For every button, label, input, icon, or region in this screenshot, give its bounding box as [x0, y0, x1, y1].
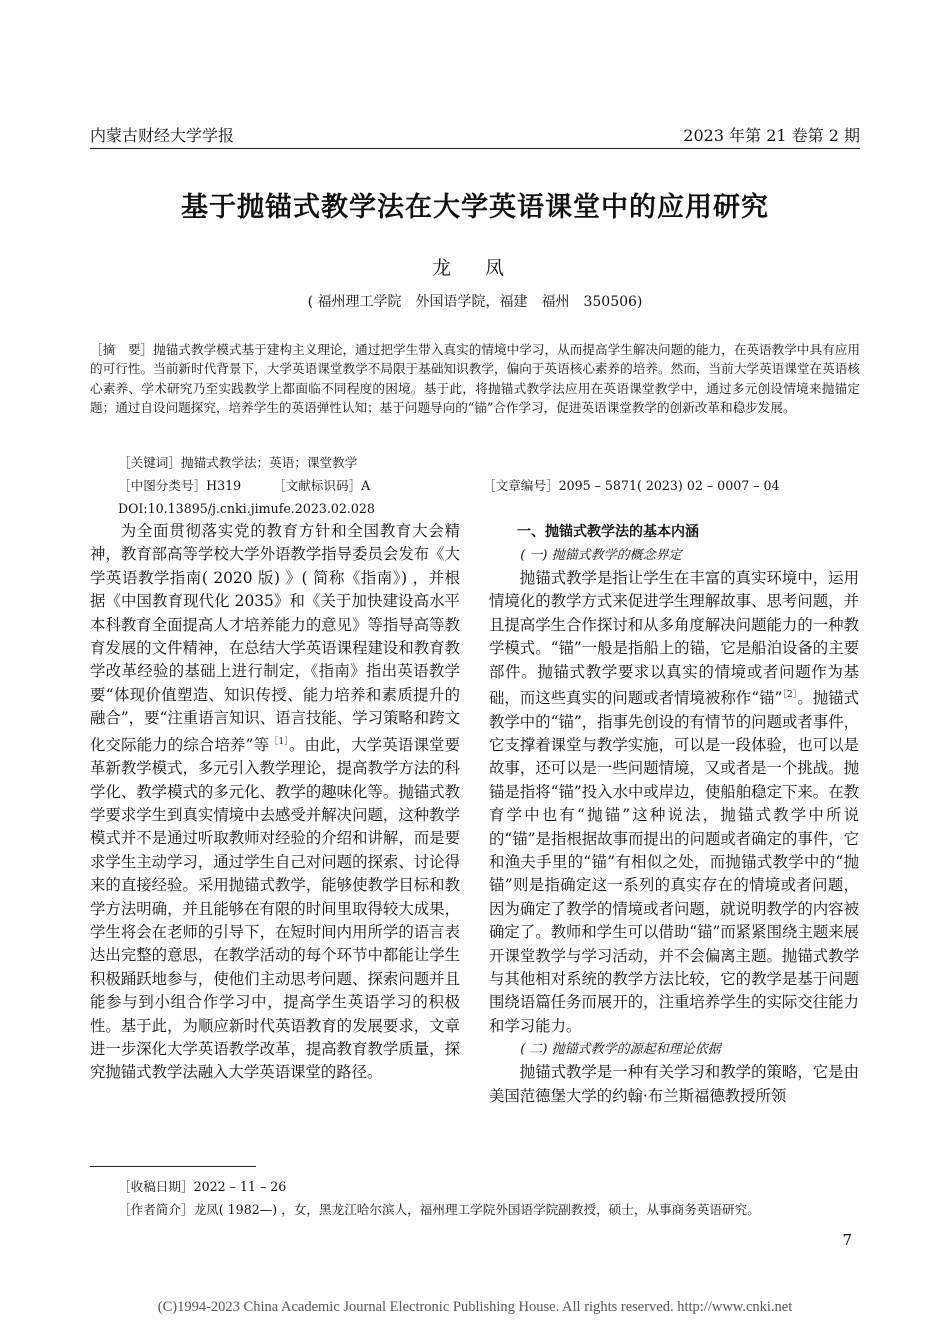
article-title: 基于抛锚式教学法在大学英语课堂中的应用研究 — [181, 192, 769, 223]
copyright-footer: (C)1994-2023 China Academic Journal Electronic Publishing House. All rights reserved. http://www.cnki.net — [157, 1299, 793, 1315]
issue-info: 2023 年第 21 卷第 2 期 — [683, 126, 860, 145]
paragraph-text: 抛锚式教学是指让学生在丰富的真实环境中，运用情境化的教学方式来促进学生理解故事、思考问题，并且提高学生合作探讨和从多角度解决问题能力的一种教学模式。“锚”一般是指船上的锚，它是船泊设备的主要部件。抛锚式教学要求以真实的情境或者问题作为基础，而这些真实的问题或者情境被称作“锚” — [489, 569, 859, 708]
abstract-label: ［摘 要］ — [90, 342, 154, 357]
body-paragraph-2: 抛锚式教学是一种有关学习和教学的策略，它是由美国范德堡大学的约翰·布兰斯福德教授所领 — [489, 1063, 859, 1105]
doi: DOI:10.13895/j.cnki.jimufe.2023.02.028 — [118, 501, 375, 516]
article-no-value: 2095 – 5871( 2023) 02 – 0007 – 04 — [558, 478, 780, 493]
subsection-heading: ( 一) 抛锚式教学的概念界定 — [520, 548, 682, 563]
author-bio — [118, 1199, 760, 1218]
received-label: ［收稿日期］ — [118, 1179, 194, 1194]
intro-text-cont: 。由此，大学英语课堂要革新教学模式，多元引入教学理论，提高教学方法的科学化、教学模式的多元化、教学的趣味化等。抛锚式教学要求学生到真实情境中去感受并解决问题，这种教学模式并不是通过听取教师对经验的介绍和讲解，而是要求学生主动学习，通过学生自己对问题的探索、讨论得来的直接经验。采用抛锚式教学，能够使教学目标和教学方法明确，并且能够在有限的时间里取得较大成果，学生将会在老师的引导下，在短时间内用所学的语言表达出完整的意思，在教学活动的每个环节中都能让学生积极踊跃地参与，使他们主动思考问题、探索问题并且能参与到小组合作学习中，提高学生英语学习的积极性。基于此，为顺应新时代英语教育的发展要求，文章进一步深化大学英语教学改革，提高教育教学质量，探究抛锚式教学法融入大学英语课堂的路径。 — [90, 735, 460, 1082]
section-heading: 一、抛锚式教学法的基本内涵 — [517, 524, 699, 540]
citation-ref[interactable]: ［2］ — [782, 690, 798, 701]
body-column-left — [90, 520, 460, 1085]
author-bio-label: ［作者简介］ — [118, 1202, 194, 1217]
received-date — [118, 1176, 286, 1195]
abstract — [90, 340, 860, 418]
body-column-right — [489, 520, 859, 1108]
intro-text: 为全面贯彻落实党的教育方针和全国教育大会精神，教育部高等学校大学外语教学指导委员会发布《大学英语教学指南( 2020 版) 》( 简称《指南》) ，并根据《中国教育现代化 2035》和《关于加快建设高水平本科教育全面提高人才培养能力的意见》等指导高等教育发展的文件精神，在总结大学英语课程建设和教育教学改革经验的基础上进行制定，《指南》指出英语教学要“体现价值塑造、知识传授、能力培养和素质提升的融合”，要“注重语言知识、语言技能、学习策略和跨文化交际能力的综合培养”等 — [90, 522, 460, 754]
document-code — [273, 476, 370, 495]
clc-number — [118, 476, 241, 495]
doc-code-value: A — [361, 478, 371, 493]
article-number — [483, 476, 780, 495]
article-no-label: ［文章编号］ — [483, 478, 559, 493]
header-rule — [90, 148, 860, 149]
clc-value: H319 — [206, 478, 242, 493]
abstract-text: 抛锚式教学模式基于建构主义理论，通过把学生带入真实的情境中学习，从而提高学生解决问题的能力，在英语教学中具有应用的可行性。当前新时代背景下，大学英语课堂教学不局限于基础知识教学，偏向于英语核心素养的培养。然而，当前大学英语课堂在英语核心素养、学术研究乃至实践教学上都面临不同程度的困境。基于此，将抛锚式教学法应用在英语课堂教学中，通过多元创设情境来抛锚定题；通过自设问题探究，培养学生的英语弹性认知；基于问题导向的“锚”合作学习，促进英语课堂教学的创新改革和稳步发展。 — [90, 342, 861, 416]
doc-code-label: ［文献标识码］ — [273, 478, 362, 493]
author-name: 龙 凤 — [431, 257, 519, 279]
page-number: 7 — [842, 1231, 852, 1249]
keywords-label: ［关键词］ — [118, 455, 181, 470]
intro-paragraph — [90, 520, 460, 1085]
journal-name: 内蒙古财经大学学报 — [90, 126, 235, 145]
affiliation: ( 福州理工学院 外国语学院，福建 福州 350506) — [307, 294, 643, 310]
paragraph-text-cont: 。抛锚式教学中的“锚”，指事先创设的有情节的问题或者事件，它支撑着课堂与教学实施，可以是一段体验，也可以是故事，还可以是一些问题情境，又或者是一个挑战。抛锚是指将“锚”投入水中或岸边，使船舶稳定下来。在教育学中也有“抛锚”这种说法，抛锚式教学中所说的“锚”是指根据故事而提出的问题或者确定的事件，它和渔夫手里的“锚”有相似之处，而抛锚式教学中的“抛锚”则是指确定这一系列的真实存在的情境或者问题，因为确定了教学的情境或者问题，就说明教学的内容被确定了。教师和学生可以借助“锚”而紧紧围绕主题来展开课堂教学与学习活动，并不会偏离主题。抛锚式教学与其他相对系统的教学方法比较，它的教学是基于问题围绕语篇任务而展开的，注重培养学生的实际交往能力和学习能力。 — [489, 689, 859, 1035]
subsection-heading-2: ( 二) 抛锚式教学的源起和理论依据 — [520, 1042, 721, 1058]
keywords-text: 抛锚式教学法；英语；课堂教学 — [180, 455, 358, 470]
keywords — [118, 453, 357, 472]
body-paragraph — [489, 567, 859, 1038]
author-bio-text: 龙凤( 1982—) ，女，黑龙江哈尔滨人，福州理工学院外国语学院副教授，硕士，从事商务英语研究。 — [193, 1202, 760, 1217]
received-value: 2022 – 11 – 26 — [193, 1179, 287, 1194]
footnote-rule — [90, 1166, 256, 1167]
citation-ref[interactable]: ［1］ — [269, 736, 289, 747]
clc-label: ［中图分类号］ — [118, 478, 207, 493]
